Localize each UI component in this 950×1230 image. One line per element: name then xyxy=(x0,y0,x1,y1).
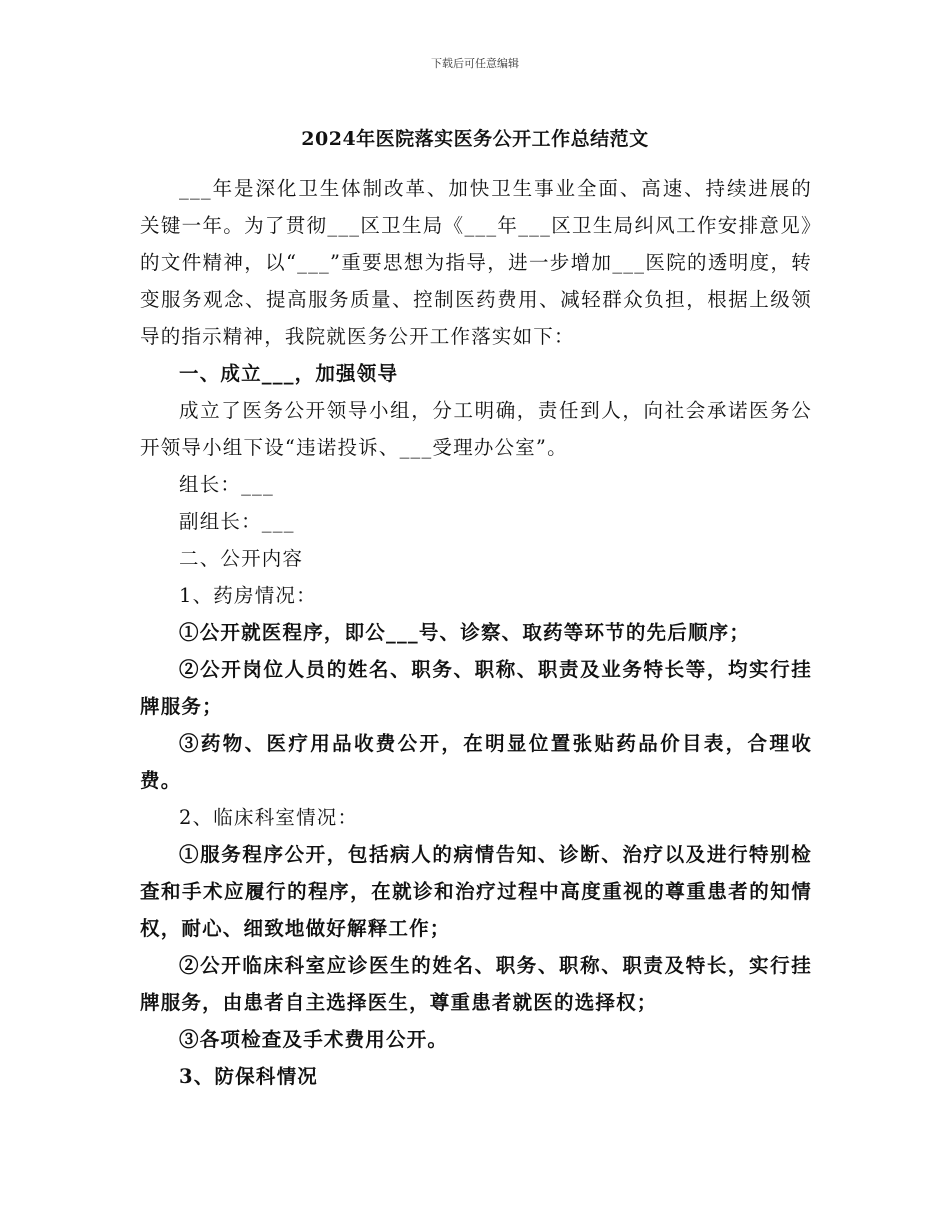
deputy-leader-line: 副组长：___ xyxy=(179,510,295,533)
section-heading-1: 一、成立___，加强领导 xyxy=(179,362,399,385)
section-heading-2: 二、公开内容 xyxy=(179,547,304,570)
intro-paragraph: ___年是深化卫生体制改革、加快卫生事业全面、高速、持续进展的关键一年。为了贯彻___区卫生局《___年___区卫生局纠风工作安排意见》的文件精神，以“___”重要思想为指导，进一步增加___医院的透明度，转变服务观念、提高服务质量、控制医药费用、减轻群众负担，根据上级领导的指示精神，我院就医务公开工作落实如下： xyxy=(140,177,812,348)
document-body xyxy=(140,170,812,1095)
list-item: ①服务程序公开，包括病人的病情告知、诊断、治疗以及进行特别检查和手术应履行的程序，在就诊和治疗过程中高度重视的尊重患者的知情权，耐心、细致地做好解释工作； xyxy=(140,843,812,940)
list-item: ②公开岗位人员的姓名、职务、职称、职责及业务特长等，均实行挂牌服务； xyxy=(140,658,812,718)
list-item: ③各项检查及手术费用公开。 xyxy=(179,1028,449,1051)
subsection-pharmacy: 1、药房情况： xyxy=(179,584,317,607)
paragraph: 成立了医务公开领导小组，分工明确，责任到人，向社会承诺医务公开领导小组下设“违诺投诉、___受理办公室”。 xyxy=(140,399,812,459)
subsection-prevention: 3、防保科情况 xyxy=(179,1065,318,1088)
list-item: ③药物、医疗用品收费公开，在明显位置张贴药品价目表，合理收费。 xyxy=(140,732,812,792)
group-leader-line: 组长：___ xyxy=(179,473,274,496)
list-item: ①公开就医程序，即公___号、诊察、取药等环节的先后顺序； xyxy=(179,621,751,644)
subsection-clinical: 2、临床科室情况： xyxy=(179,806,359,829)
page-header: 下载后可任意编辑 xyxy=(431,57,519,70)
list-item: ②公开临床科室应诊医生的姓名、职务、职称、职责及特长，实行挂牌服务，由患者自主选择医生，尊重患者就医的选择权； xyxy=(140,954,812,1014)
document-title: 2024年医院落实医务公开工作总结范文 xyxy=(301,128,649,150)
